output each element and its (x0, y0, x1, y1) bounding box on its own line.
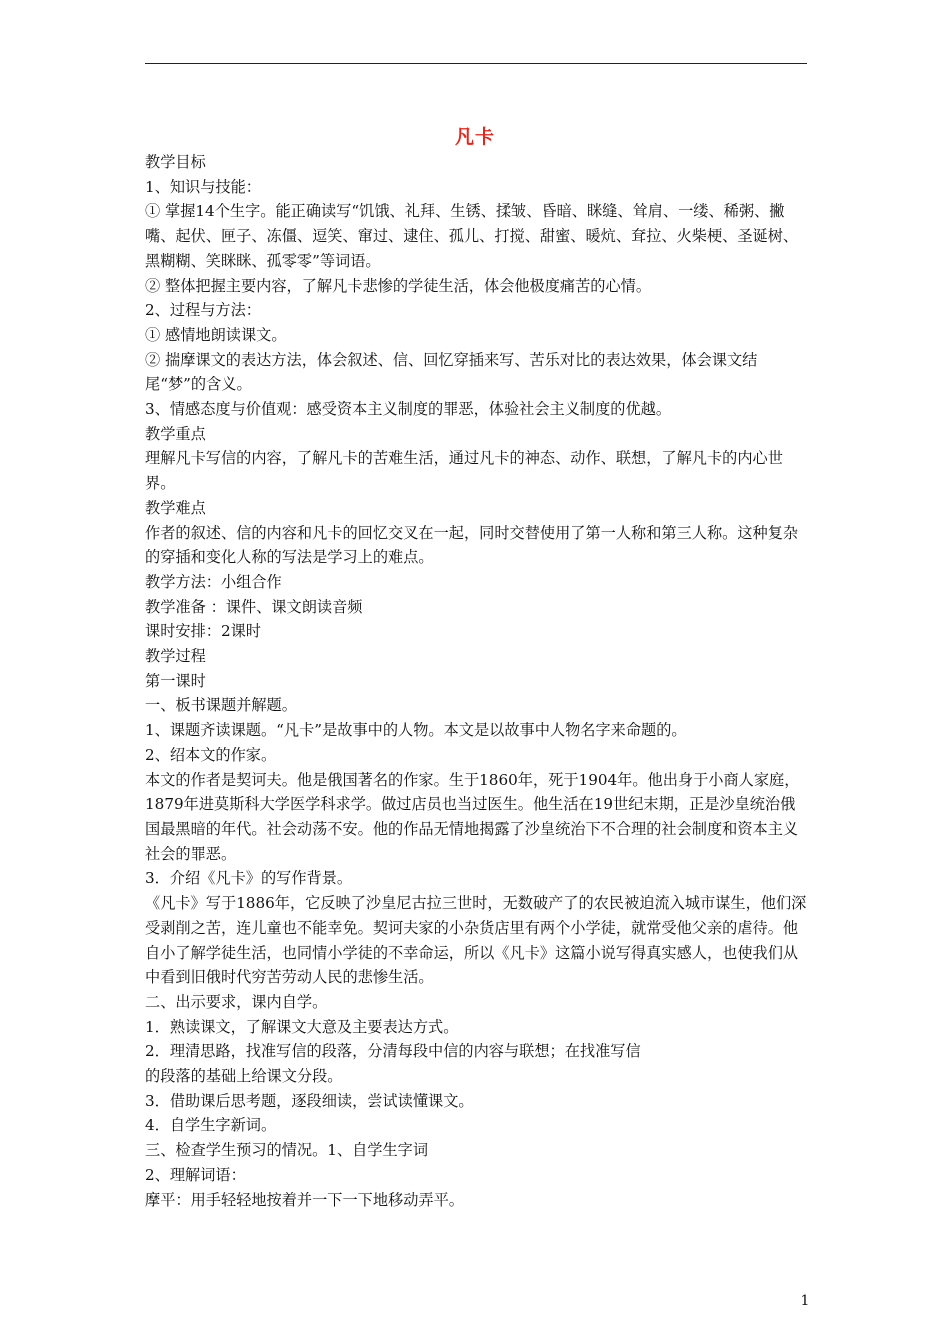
paragraph: 教学重点 (145, 424, 206, 443)
paragraph: 作者的叙述、信的内容和凡卡的回忆交叉在一起，同时交替使用了第一人称和第三人称。这种复杂的穿插和变化人称的写法是学习上的难点。 (145, 523, 799, 567)
paragraph: 3．介绍《凡卡》的写作背景。 (145, 869, 353, 888)
paragraph: 2、过程与方法： (145, 301, 261, 320)
paragraph: 3、情感态度与价值观：感受资本主义制度的罪恶，体验社会主义制度的优越。 (145, 400, 672, 419)
paragraph: 摩平：用手轻轻地按着并一下一下地移动弄平。 (145, 1190, 464, 1209)
document-body (145, 150, 809, 1212)
paragraph: 第一课时 (145, 671, 206, 690)
paragraph: 教学难点 (145, 498, 206, 517)
paragraph: 2、理解词语： (145, 1165, 246, 1184)
paragraph: ① 掌握14个生字。能正确读写“饥饿、礼拜、生锈、揉皱、昏暗、眯缝、耸肩、一缕、稀粥、撇嘴、起伏、匣子、冻僵、逗笑、窜过、逮住、孤儿、打搅、甜蜜、暖炕、耷拉、火柴梗、圣诞树、黑糊糊、笑眯眯、孤零零”等词语。 (145, 202, 799, 270)
paragraph: 4．自学生字新词。 (145, 1116, 277, 1135)
paragraph: 2、绍本文的作家。 (145, 745, 277, 764)
paragraph: 1、知识与技能： (145, 177, 261, 196)
paragraph: 3．借助课后思考题，逐段细读，尝试读懂课文。 (145, 1091, 474, 1110)
paragraph: 1．熟读课文，了解课文大意及主要表达方式。 (145, 1017, 459, 1036)
paragraph: 课时安排：2课时 (145, 622, 261, 641)
paragraph: ① 感情地朗读课文。 (145, 325, 287, 344)
document-title: 凡卡 (454, 126, 495, 148)
paragraph: ② 整体把握主要内容，了解凡卡悲惨的学徒生活，体会他极度痛苦的心情。 (145, 276, 652, 295)
paragraph: 《凡卡》写于1886年，它反映了沙皇尼古拉三世时，无数破产了的农民被迫流入城市谋生，他们深受剥削之苦，连儿童也不能幸免。契诃夫家的小杂货店里有两个小学徒，就常受他父亲的虐待。他自小了解学徒生活，也同情小学徒的不幸命运，所以《凡卡》这篇小说写得真实感人，也使我们从中看到旧俄时代穷苦劳动人民的悲惨生活。 (145, 894, 807, 987)
paragraph: 二、出示要求，课内自学。 (145, 992, 328, 1011)
header-rule (145, 63, 807, 64)
paragraph: 一、板书课题并解题。 (145, 696, 297, 715)
paragraph: 2．理清思路，找准写信的段落，分清每段中信的内容与联想；在找准写信 (145, 1042, 641, 1061)
paragraph: 理解凡卡写信的内容，了解凡卡的苦难生活，通过凡卡的神态、动作、联想，了解凡卡的内心世界。 (145, 449, 783, 493)
paragraph: 本文的作者是契诃夫。他是俄国著名的作家。生于1860年，死于1904年。他出身于小商人家庭，1879年进莫斯科大学医学科求学。做过店员也当过医生。他生活在19世纪末期，正是沙皇统治俄国最黑暗的年代。社会动荡不安。他的作品无情地揭露了沙皇统治下不合理的社会制度和资本主义社会的罪恶。 (145, 770, 800, 863)
paragraph: 三、检查学生预习的情况。1、自学生字词 (145, 1141, 429, 1160)
paragraph: 教学方法：小组合作 (145, 572, 282, 591)
paragraph: 1、课题齐读课题。“凡卡”是故事中的人物。本文是以故事中人物名字来命题的。 (145, 721, 687, 740)
paragraph: 教学准备 ：课件、课文朗读音频 (145, 597, 363, 616)
paragraph: 教学过程 (145, 647, 206, 666)
page-number: 1 (800, 1293, 810, 1309)
paragraph: 教学目标 (145, 153, 206, 171)
paragraph: ② 揣摩课文的表达方法，体会叙述、信、回忆穿插来写、苦乐对比的表达效果，体会课文结尾“梦”的含义。 (145, 350, 758, 394)
paragraph: 的段落的基础上给课文分段。 (145, 1067, 343, 1086)
